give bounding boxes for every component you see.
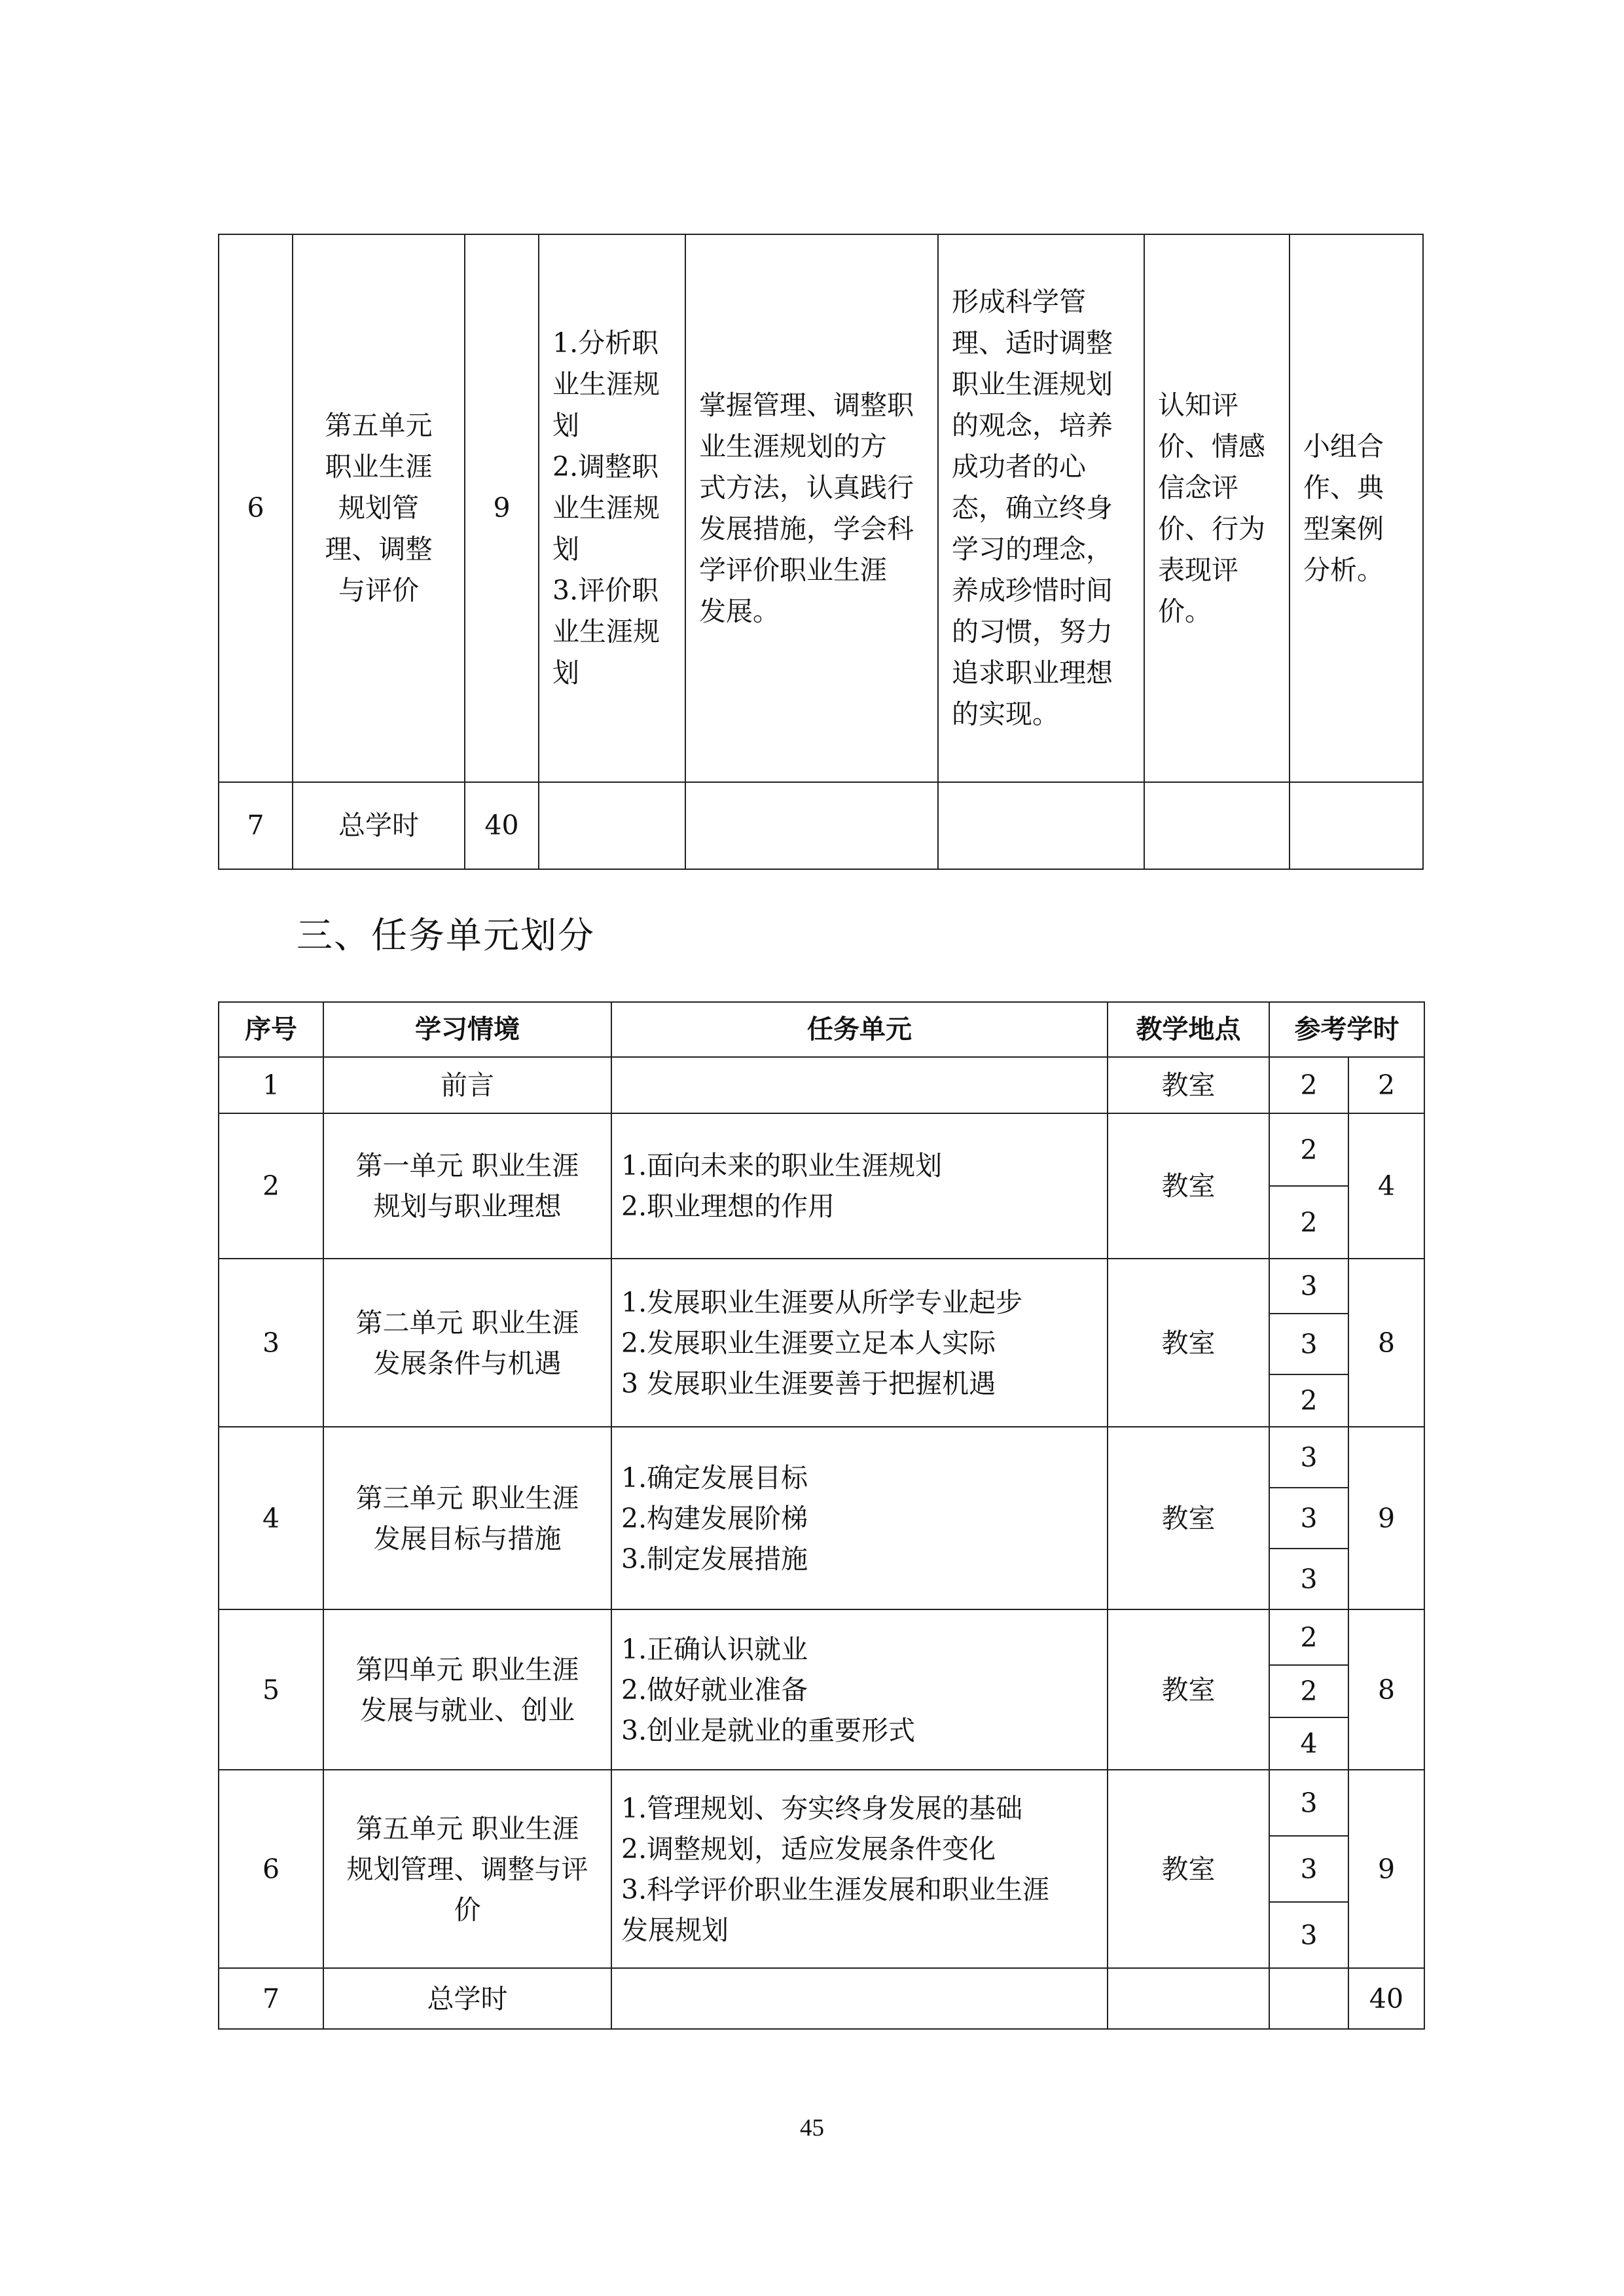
text-line: 第五单元 职业生涯 xyxy=(355,1812,579,1844)
total-hours: 8 xyxy=(1348,1259,1424,1427)
text-line: 2.做好就业准备 xyxy=(621,1674,808,1706)
text-line: 价 xyxy=(454,1893,481,1926)
text-line: 发展措施，学会科 xyxy=(699,512,914,545)
table-row xyxy=(219,1113,1424,1186)
sub-hours: 3 xyxy=(1269,1836,1348,1902)
text-line: 小组合 xyxy=(1303,430,1384,462)
header-task: 任务单元 xyxy=(611,1002,1108,1057)
text-line: 第五单元 xyxy=(325,410,433,441)
total-hours: 4 xyxy=(1348,1113,1424,1259)
knowledge-goals xyxy=(685,234,938,782)
text-line: 2.构建发展阶梯 xyxy=(621,1502,808,1534)
text-line: 1.面向未来的职业生涯规划 xyxy=(621,1150,943,1181)
quality-goals xyxy=(938,234,1144,782)
unit-name xyxy=(293,234,465,782)
table-header-row xyxy=(219,1002,1424,1057)
text-line: 1.管理规划、夯实终身发展的基础 xyxy=(621,1792,1023,1824)
text-line: 业生涯规 xyxy=(552,368,660,400)
sub-hours: 2 xyxy=(1269,1665,1348,1717)
learning-situation xyxy=(323,1057,611,1113)
total-label: 总学时 xyxy=(293,782,465,869)
text-line: 3 发展职业生涯要善于把握机遇 xyxy=(621,1367,996,1399)
total-row xyxy=(219,782,1423,869)
text-line: 规划管 xyxy=(338,492,419,524)
empty-cell xyxy=(539,782,685,869)
text-line: 发展目标与措施 xyxy=(373,1522,562,1554)
unit-content xyxy=(539,234,685,782)
text-line: 业生涯规划的方 xyxy=(699,430,887,462)
row-number: 5 xyxy=(219,1609,323,1770)
text-line: 1.正确认识就业 xyxy=(621,1633,808,1665)
section-title: 三、任务单元划分 xyxy=(297,914,596,956)
text-line: 认知评 xyxy=(1158,389,1238,421)
total-row xyxy=(219,1968,1424,2029)
text-line: 形成科学管 xyxy=(952,286,1086,317)
text-line: 学习的理念， xyxy=(952,533,1113,565)
sub-hours: 3 xyxy=(1269,1770,1348,1836)
total-hours: 9 xyxy=(1348,1770,1424,1968)
empty-cell xyxy=(1108,1968,1269,2029)
table-row xyxy=(219,1770,1424,1836)
text-line: 价、行为 xyxy=(1158,512,1265,545)
learning-situation xyxy=(323,1770,611,1968)
text-line: 态，确立终身 xyxy=(952,492,1113,524)
sub-hours: 3 xyxy=(1269,1427,1348,1488)
empty-cell xyxy=(685,782,938,869)
text-line: 1.确定发展目标 xyxy=(621,1462,808,1494)
teaching-place: 教室 xyxy=(1108,1609,1269,1770)
text-line: 前言 xyxy=(441,1069,494,1101)
sub-hours: 3 xyxy=(1269,1902,1348,1968)
text-line: 职业生涯 xyxy=(325,451,433,482)
sub-hours: 2 xyxy=(1269,1186,1348,1259)
text-line: 式方法，认真践行 xyxy=(699,471,914,503)
text-line: 发展条件与机遇 xyxy=(373,1347,562,1379)
empty-cell xyxy=(1269,1968,1348,2029)
text-line: 3.创业是就业的重要形式 xyxy=(621,1714,916,1746)
task-unit-table xyxy=(218,1001,1425,2030)
text-line: 成功者的心 xyxy=(952,451,1086,482)
text-line: 理、适时调整 xyxy=(952,327,1113,359)
text-line: 1.发展职业生涯要从所学专业起步 xyxy=(621,1286,1023,1318)
learning-situation xyxy=(323,1259,611,1427)
text-line: 价、情感 xyxy=(1158,430,1265,462)
teaching-place: 教室 xyxy=(1108,1113,1269,1259)
learning-situation xyxy=(323,1609,611,1770)
row-number: 7 xyxy=(219,1968,323,2029)
empty-cell xyxy=(1144,782,1290,869)
text-line: 的观念，培养 xyxy=(952,410,1113,441)
row-number: 3 xyxy=(219,1259,323,1427)
row-number: 2 xyxy=(219,1113,323,1259)
sub-hours: 2 xyxy=(1269,1057,1348,1113)
teaching-place: 教室 xyxy=(1108,1057,1269,1113)
task-units xyxy=(611,1057,1108,1113)
table-row xyxy=(219,1057,1424,1113)
text-line: 划 xyxy=(552,657,579,689)
table-row xyxy=(219,234,1423,782)
text-line: 信念评 xyxy=(1158,471,1238,503)
text-line: 职业生涯规划 xyxy=(952,368,1113,400)
row-number: 6 xyxy=(219,234,293,782)
sub-hours: 3 xyxy=(1269,1488,1348,1549)
table-row xyxy=(219,1259,1424,1314)
text-line: 第二单元 职业生涯 xyxy=(355,1306,579,1338)
total-label: 总学时 xyxy=(323,1968,611,2029)
task-units xyxy=(611,1259,1108,1427)
task-units xyxy=(611,1770,1108,1968)
text-line: 规划与职业理想 xyxy=(373,1191,562,1222)
text-line: 掌握管理、调整职 xyxy=(699,389,914,421)
text-line: 第一单元 职业生涯 xyxy=(355,1150,579,1181)
text-line: 3.评价职 xyxy=(552,575,659,606)
empty-cell xyxy=(1290,782,1423,869)
text-line: 型案例 xyxy=(1303,512,1384,545)
total-hours: 8 xyxy=(1348,1609,1424,1770)
row-number: 4 xyxy=(219,1427,323,1609)
total-hours: 40 xyxy=(465,782,539,869)
grand-total-hours: 40 xyxy=(1348,1968,1424,2029)
teaching-methods xyxy=(1290,234,1423,782)
text-line: 养成珍惜时间 xyxy=(952,575,1113,606)
text-line: 发展与就业、创业 xyxy=(360,1694,575,1726)
total-hours: 9 xyxy=(1348,1427,1424,1609)
text-line: 第三单元 职业生涯 xyxy=(355,1482,579,1514)
text-line: 分析。 xyxy=(1303,554,1384,586)
text-line: 表现评 xyxy=(1158,554,1238,586)
table-row xyxy=(219,1427,1424,1488)
teaching-place: 教室 xyxy=(1108,1427,1269,1609)
text-line: 价。 xyxy=(1158,595,1212,627)
text-line: 2.职业理想的作用 xyxy=(621,1191,835,1222)
table-row xyxy=(219,1609,1424,1665)
empty-cell xyxy=(611,1968,1108,2029)
teaching-place: 教室 xyxy=(1108,1259,1269,1427)
total-hours: 2 xyxy=(1348,1057,1424,1113)
text-line: 学评价职业生涯 xyxy=(699,554,887,586)
text-line: 业生涯规 xyxy=(552,492,660,524)
text-line: 发展。 xyxy=(699,595,780,627)
header-no: 序号 xyxy=(219,1002,323,1057)
text-line: 划 xyxy=(552,533,579,565)
learning-situation xyxy=(323,1427,611,1609)
task-units xyxy=(611,1427,1108,1609)
sub-hours: 3 xyxy=(1269,1259,1348,1314)
unit-content-table-continued xyxy=(218,234,1424,870)
text-line: 的实现。 xyxy=(952,698,1059,730)
text-line: 第四单元 职业生涯 xyxy=(355,1653,579,1685)
text-line: 业生涯规 xyxy=(552,616,660,647)
text-line: 3.制定发展措施 xyxy=(621,1543,808,1575)
empty-cell xyxy=(938,782,1144,869)
text-line: 3.科学评价职业生涯发展和职业生涯 xyxy=(621,1873,1050,1905)
row-number: 6 xyxy=(219,1770,323,1968)
learning-situation xyxy=(323,1113,611,1259)
task-units xyxy=(611,1609,1108,1770)
text-line: 2.调整职 xyxy=(552,451,659,482)
text-line: 规划管理、调整与评 xyxy=(346,1853,588,1885)
row-number: 7 xyxy=(219,782,293,869)
text-line: 追求职业理想 xyxy=(952,657,1113,689)
header-place: 教学地点 xyxy=(1108,1002,1269,1057)
text-line: 作、典 xyxy=(1303,471,1384,503)
sub-hours: 2 xyxy=(1269,1374,1348,1427)
row-number: 1 xyxy=(219,1057,323,1113)
task-units xyxy=(611,1113,1108,1259)
sub-hours: 3 xyxy=(1269,1549,1348,1609)
header-situation: 学习情境 xyxy=(323,1002,611,1057)
text-line: 1.分析职 xyxy=(552,327,659,359)
text-line: 与评价 xyxy=(338,575,419,606)
text-line: 的习惯，努力 xyxy=(952,616,1113,647)
unit-hours: 9 xyxy=(465,234,539,782)
text-line: 理、调整 xyxy=(325,533,433,565)
header-hours: 参考学时 xyxy=(1269,1002,1424,1057)
sub-hours: 4 xyxy=(1269,1717,1348,1770)
sub-hours: 2 xyxy=(1269,1609,1348,1665)
text-line: 2.调整规划，适应发展条件变化 xyxy=(621,1833,996,1865)
text-line: 2.发展职业生涯要立足本人实际 xyxy=(621,1327,996,1359)
sub-hours: 2 xyxy=(1269,1113,1348,1186)
text-line: 划 xyxy=(552,410,579,441)
teaching-place: 教室 xyxy=(1108,1770,1269,1968)
text-line: 发展规划 xyxy=(621,1914,729,1946)
page-number: 45 xyxy=(800,2115,824,2142)
evaluation-methods xyxy=(1144,234,1290,782)
sub-hours: 3 xyxy=(1269,1314,1348,1374)
